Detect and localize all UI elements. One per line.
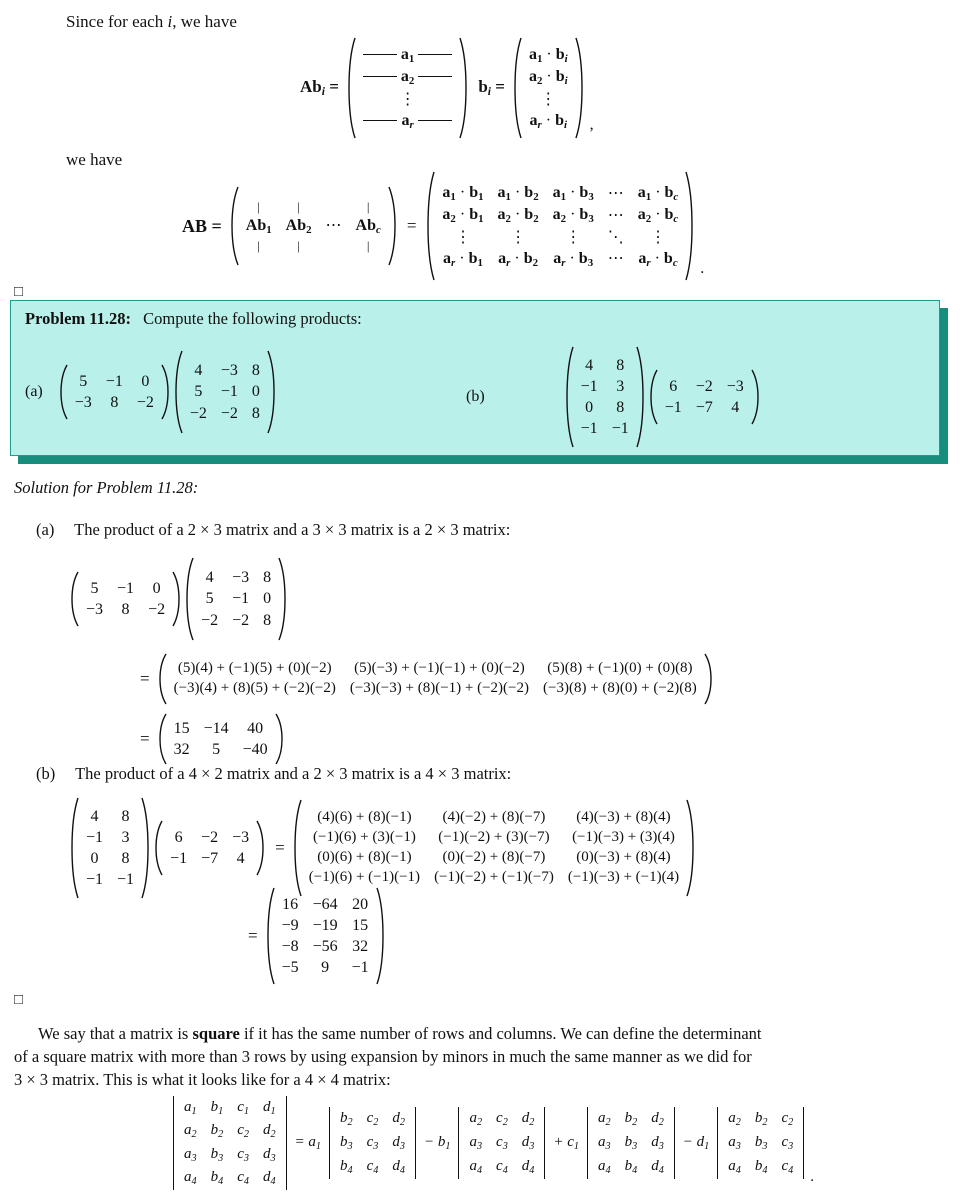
- comma: ,: [589, 116, 594, 133]
- period: .: [810, 1169, 814, 1185]
- part-a-text: (a) The product of a 2 × 3 matrix and a 3 × 3 matrix is a 2 × 3 matrix:: [36, 520, 511, 539]
- part-a-result: = 15 −14 40 32 5 −40: [140, 712, 286, 766]
- part-a-product: 5 −1 0 −3 8 −2 4 −3 8 5 −1 0 −2 −2 8: [68, 556, 289, 642]
- equation-ab: AB = | | | $Ab_1$ $Ab_2$ ⋯ $Ab_c$ | | | = $a_1 \cdot b_1$ $a_1 \cdot b_2$ $a_1 \cdot b_3$ ⋯ $a_1 \cdot b_c$ $a_2 \cdot b_1$ $a_2 \cdot b_2$ $a_2 \cdot b_3$ ⋯ $a_2 \cdot b_c$ ⋮ ⋮ ⋮ ⋱ ⋮ $a_r \cdot b_1$ $a_r \cdot b_2$ $a_r \cdot b_3$ ⋯ $a_r \cdot b_c$ .: [182, 170, 704, 282]
- determinant-main: $a_1$ $b_1$ $c_1$ $d_1$ $a_2$ $b_2$ $c_2$ $d_2$ $a_3$ $b_3$ $c_3$ $d_3$ $a_4$ $b_4$ $c_4$ $d_4$: [170, 1096, 290, 1190]
- part-b-product: 4 8 −1 3 0 8 −1 −1 6 −2 −3 −1 −7 4 = (4)(6) + (8)(−1) (4)(−2) + (8)(−7) (4)(−3) + (8)(4) (−1)(6) + (3)(−1) (−1)(−2) + (3)(−7) (−1)(−3) + (3)(4) (0)(6) + (8)(−1) (0)(−2) + (8)(−7) (0)(−3) + (8)(4) (−1)(6) + (−1)(−1) (−1)(−2) + (−1)(−7) (−1)(−3) + (−1)(4): [68, 796, 697, 900]
- problem-box: [10, 300, 940, 456]
- equation-abi: $Ab_i$ = $a_1$ $a_2$ ⋮ $a_r$ $b_i$ = $a_1 \cdot b_i$ $a_2 \cdot b_i$ ⋮ $a_r \cdot b_i$ ,: [300, 36, 594, 140]
- minor-1: $b_2$ $c_2$ $d_2$ $b_3$ $c_3$ $d_3$ $b_4$ $c_4$ $d_4$: [326, 1107, 419, 1179]
- paren-right: [459, 36, 470, 140]
- closing-line-2: of a square matrix with more than 3 rows by using expansion by minors in much the same manner as we did for: [14, 1047, 752, 1066]
- term-coef-2: − $b_1$: [423, 1134, 451, 1152]
- problem-title: Problem 11.28:: [25, 309, 132, 328]
- part-b-result: = 16 −64 20 −9 −19 15 −8 −56 32 −5 9 −1: [248, 886, 387, 986]
- intro-line: Since for each i, we have: [66, 12, 237, 31]
- minor-2: $a_2$ $c_2$ $d_2$ $a_3$ $c_3$ $d_3$ $a_4$ $c_4$ $d_4$: [455, 1107, 548, 1179]
- minor-4: $a_2$ $b_2$ $c_2$ $a_3$ $b_3$ $c_3$ $a_4$ $b_4$ $c_4$: [714, 1107, 807, 1179]
- qed-mark: □: [14, 992, 24, 1008]
- term-coef-3: + $c_1$: [553, 1134, 580, 1152]
- solution-heading: Solution for Problem 11.28:: [14, 478, 199, 497]
- part-b-label: (b): [466, 388, 485, 405]
- part-b-text: (b) The product of a 4 × 2 matrix and a 2 × 3 matrix is a 4 × 3 matrix:: [36, 764, 512, 783]
- paren-left: [511, 36, 522, 140]
- term-coef-1: = $a_1$: [294, 1134, 322, 1152]
- problem-prompt: Compute the following products:: [143, 309, 362, 328]
- closing-line-1: We say that a matrix is square if it has the same number of rows and columns. We can define the determinant: [38, 1024, 762, 1043]
- problem-part-a: (a) 5 −1 0 −3 8 −2 4 −3 8 5 −1 0 −2 −2 8: [25, 349, 278, 435]
- we-have-line: we have: [66, 150, 123, 169]
- determinant-expansion: [170, 1096, 814, 1190]
- part-a-label: (a): [25, 383, 43, 400]
- term-coef-4: − $d_1$: [682, 1134, 710, 1152]
- qed-mark: □: [14, 284, 24, 300]
- closing-line-3: 3 × 3 matrix. This is what it looks like for a 4 × 4 matrix:: [14, 1070, 391, 1089]
- minor-3: $a_2$ $b_2$ $d_2$ $a_3$ $b_3$ $d_3$ $a_4$ $b_4$ $d_4$: [584, 1107, 678, 1179]
- paren-left: [345, 36, 356, 140]
- part-a-expanded: = (5)(4) + (−1)(5) + (0)(−2) (5)(−3) + (−1)(−1) + (0)(−2) (5)(8) + (−1)(0) + (0)(8) (−3)(4) + (8)(5) + (−2)(−2) (−3)(−3) + (8)(−1) + (−2)(−2) (−3)(8) + (8)(0) + (−2)(8): [140, 652, 715, 706]
- paren-right: [575, 36, 586, 140]
- problem-part-b: (b) 4 8 −1 3 0 8 −1 −1 6 −2 −3 −1 −7 4: [466, 345, 762, 449]
- ab-label: AB =: [182, 215, 222, 236]
- period: .: [700, 260, 705, 277]
